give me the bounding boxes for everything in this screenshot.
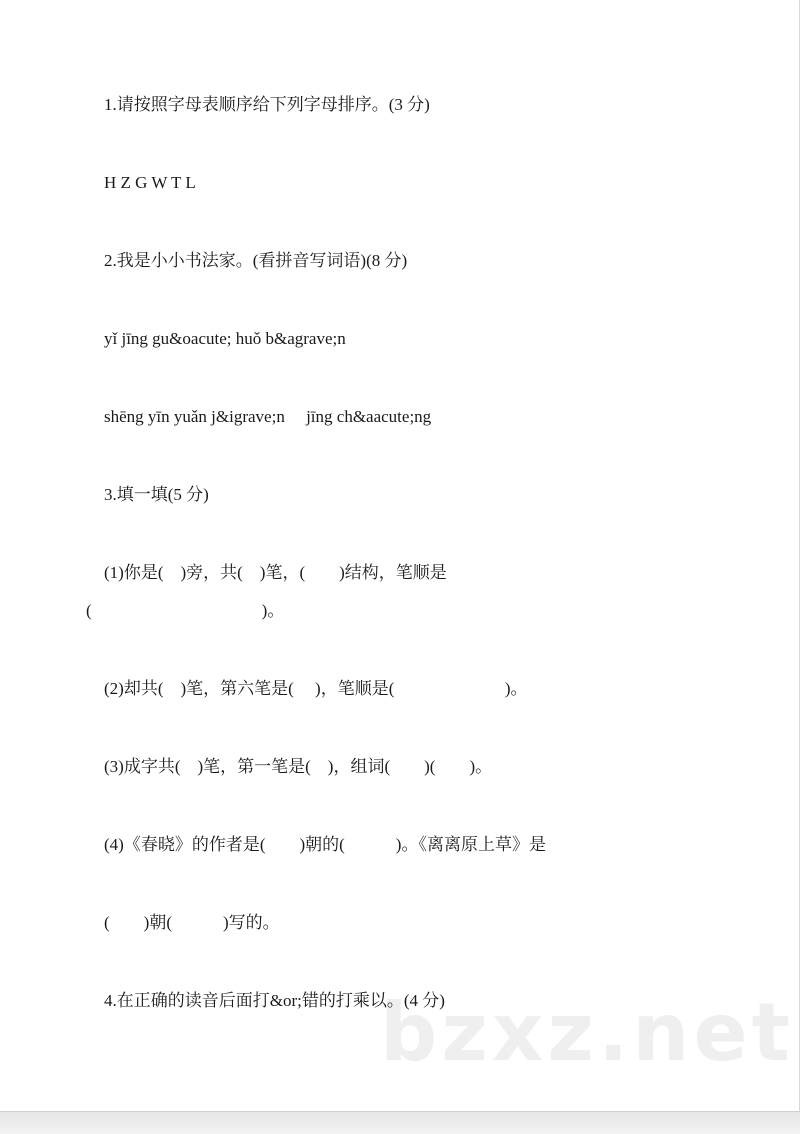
pinyin-line-1: yǐ jīng gu&oacute; huǒ b&agrave;n bbox=[104, 329, 346, 348]
fill-item-1-continuation: ( )。 bbox=[86, 601, 285, 620]
fill-item-4-continuation: ( )朝( )写的。 bbox=[104, 913, 280, 932]
question-2-heading: 2.我是小小书法家。(看拼音写词语)(8 分) bbox=[104, 251, 408, 270]
fill-item-3: (3)成字共( )笔，第一笔是( )，组词( )( )。 bbox=[104, 757, 493, 776]
fill-item-1: (1)你是( )旁，共( )笔，( )结构，笔顺是 bbox=[104, 563, 447, 582]
question-4-heading: 4.在正确的读音后面打&or;错的打乘以。(4 分) bbox=[104, 991, 445, 1010]
fill-item-2: (2)却共( )笔，第六笔是( )，笔顺是( )。 bbox=[104, 679, 528, 698]
letter-sequence: H Z G W T L bbox=[104, 173, 196, 192]
pinyin-line-2: shēng yīn yuǎn j&igrave;n jīng ch&aacute;ng bbox=[104, 407, 432, 426]
question-1-heading: 1.请按照字母表顺序给下列字母排序。(3 分) bbox=[104, 95, 430, 114]
site-watermark: bzxz.net bbox=[380, 986, 794, 1079]
question-3-heading: 3.填一填(5 分) bbox=[104, 485, 209, 504]
fill-item-4: (4)《春晓》的作者是( )朝的( )。《离离原上草》是 bbox=[104, 835, 546, 854]
page-bottom-edge bbox=[0, 1112, 800, 1134]
